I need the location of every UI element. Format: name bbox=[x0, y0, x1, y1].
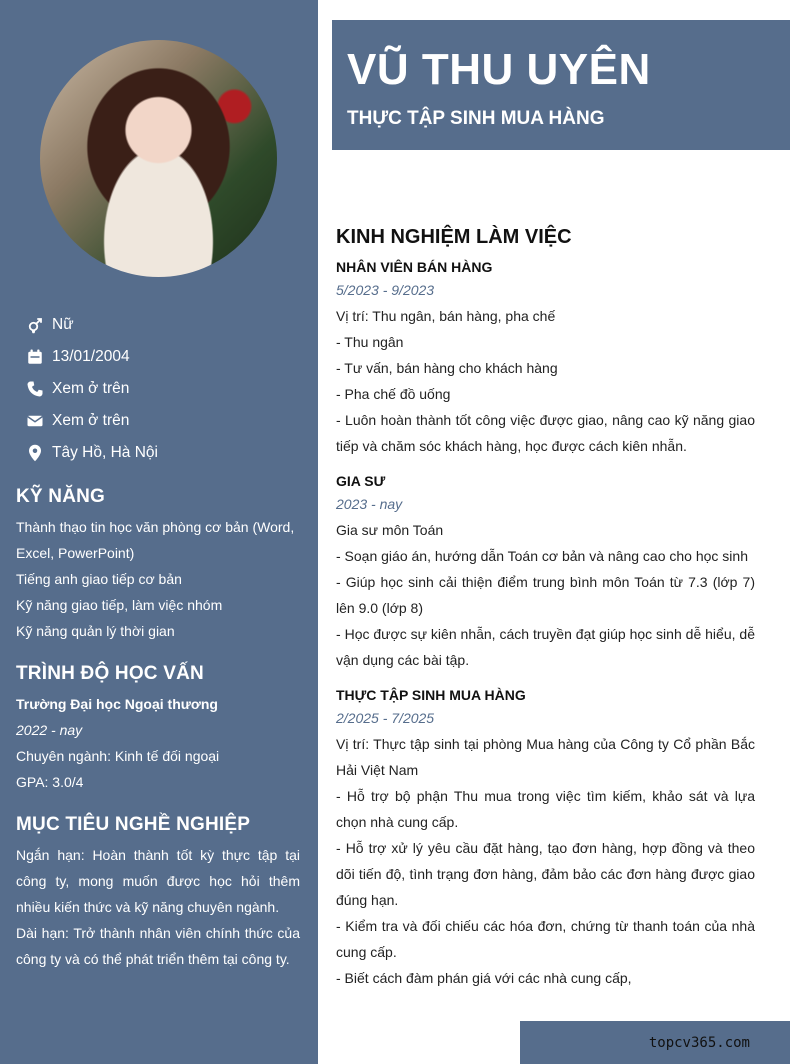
candidate-role: THỰC TẬP SINH MUA HÀNG bbox=[347, 108, 605, 129]
job-date: 5/2023 - 9/2023 bbox=[336, 282, 435, 298]
contact-email-text: Xem ở trên bbox=[52, 412, 130, 429]
education-period: 2022 - nay bbox=[16, 722, 83, 738]
job-line: - Học được sự kiên nhẫn, cách truyền đạt giúp học sinh dễ hiểu, dễ vận dụng các bài tập. bbox=[336, 626, 755, 668]
objective-section bbox=[16, 814, 300, 972]
contact-gender-text: Nữ bbox=[52, 316, 74, 333]
skill-item: Kỹ năng quản lý thời gian bbox=[16, 623, 175, 639]
job-entry bbox=[336, 685, 755, 991]
skill-item: Thành thạo tin học văn phòng cơ bản (Word, bbox=[16, 519, 295, 535]
job-title: GIA SƯ bbox=[336, 473, 386, 489]
contact-email bbox=[26, 405, 306, 437]
skill-item: Excel, PowerPoint) bbox=[16, 545, 135, 561]
contact-phone-text: Xem ở trên bbox=[52, 380, 130, 397]
job-line: - Thu ngân bbox=[336, 334, 404, 350]
calendar-icon bbox=[26, 348, 44, 366]
education-section bbox=[16, 663, 300, 795]
contact-list bbox=[26, 309, 306, 469]
footer-watermark: topcv365.com bbox=[648, 1035, 750, 1051]
objective-title: MỤC TIÊU NGHỀ NGHIỆP bbox=[16, 814, 251, 835]
job-date: 2/2025 - 7/2025 bbox=[336, 710, 435, 726]
skills-title: KỸ NĂNG bbox=[16, 486, 106, 507]
job-line: - Hỗ trợ bộ phận Thu mua trong việc tìm kiếm, khảo sát và lựa chọn nhà cung cấp. bbox=[336, 788, 755, 830]
job-line: - Biết cách đàm phán giá với các nhà cung cấp, bbox=[336, 970, 632, 986]
job-line: - Luôn hoàn thành tốt công việc được giao, nâng cao kỹ năng giao tiếp và chăm sóc khách hàng, học được cách kiên nhẫn. bbox=[336, 412, 755, 454]
contact-birthday bbox=[26, 341, 306, 373]
contact-birthday-text: 13/01/2004 bbox=[52, 348, 130, 365]
job-line: - Kiểm tra và đối chiếu các hóa đơn, chứng từ thanh toán của nhà cung cấp. bbox=[336, 918, 755, 960]
job-line: - Soạn giáo án, hướng dẫn Toán cơ bản và nâng cao cho học sinh bbox=[336, 548, 748, 564]
job-line: Vị trí: Thực tập sinh tại phòng Mua hàng của Công ty Cổ phần Bắc Hải Việt Nam bbox=[336, 736, 755, 778]
education-title: TRÌNH ĐỘ HỌC VẤN bbox=[16, 663, 204, 684]
job-line: - Tư vấn, bán hàng cho khách hàng bbox=[336, 360, 558, 376]
job-date: 2023 - nay bbox=[336, 496, 403, 512]
job-line: - Pha chế đồ uống bbox=[336, 386, 451, 402]
contact-address-text: Tây Hồ, Hà Nội bbox=[52, 444, 158, 461]
header-banner bbox=[332, 20, 790, 150]
job-line: Vị trí: Thu ngân, bán hàng, pha chế bbox=[336, 308, 556, 324]
education-gpa: GPA: 3.0/4 bbox=[16, 774, 84, 790]
gender-icon bbox=[26, 316, 44, 334]
job-line: - Giúp học sinh cải thiện điểm trung bình môn Toán từ 7.3 (lớp 7) lên 9.0 (lớp 8) bbox=[336, 574, 755, 616]
education-school: Trường Đại học Ngoại thương bbox=[16, 696, 218, 712]
contact-address bbox=[26, 437, 306, 469]
job-entry bbox=[336, 257, 755, 459]
job-line: Gia sư môn Toán bbox=[336, 522, 444, 538]
education-major: Chuyên ngành: Kinh tế đối ngoại bbox=[16, 748, 220, 764]
avatar bbox=[40, 40, 277, 277]
objective-short-term: Ngắn hạn: Hoàn thành tốt kỳ thực tập tại công ty, mong muốn được học hỏi thêm nhiều kiến thức và kỹ năng chuyên ngành. bbox=[16, 847, 300, 915]
contact-phone bbox=[26, 373, 306, 405]
experience-section bbox=[336, 226, 755, 1003]
location-icon bbox=[26, 444, 44, 462]
candidate-name: VŨ THU UYÊN bbox=[347, 45, 651, 94]
skills-section bbox=[16, 486, 300, 644]
job-title: NHÂN VIÊN BÁN HÀNG bbox=[336, 259, 493, 275]
sidebar bbox=[0, 0, 318, 1064]
email-icon bbox=[26, 412, 44, 430]
phone-icon bbox=[26, 380, 44, 398]
objective-long-term: Dài hạn: Trở thành nhân viên chính thức của công ty và có thể phát triển thêm tại công ty. bbox=[16, 925, 300, 967]
job-entry bbox=[336, 471, 755, 673]
skill-item: Kỹ năng giao tiếp, làm việc nhóm bbox=[16, 597, 223, 613]
job-title: THỰC TẬP SINH MUA HÀNG bbox=[336, 687, 526, 703]
contact-gender bbox=[26, 309, 306, 341]
experience-title: KINH NGHIỆM LÀM VIỆC bbox=[336, 226, 572, 248]
job-line: - Hỗ trợ xử lý yêu cầu đặt hàng, tạo đơn hàng, hợp đồng và theo dõi tiến độ, tình trạng đơn hàng, đảm bảo các đơn hàng được giao đúng hạn. bbox=[336, 840, 755, 908]
footer-bar bbox=[520, 1021, 790, 1064]
skill-item: Tiếng anh giao tiếp cơ bản bbox=[16, 571, 182, 587]
